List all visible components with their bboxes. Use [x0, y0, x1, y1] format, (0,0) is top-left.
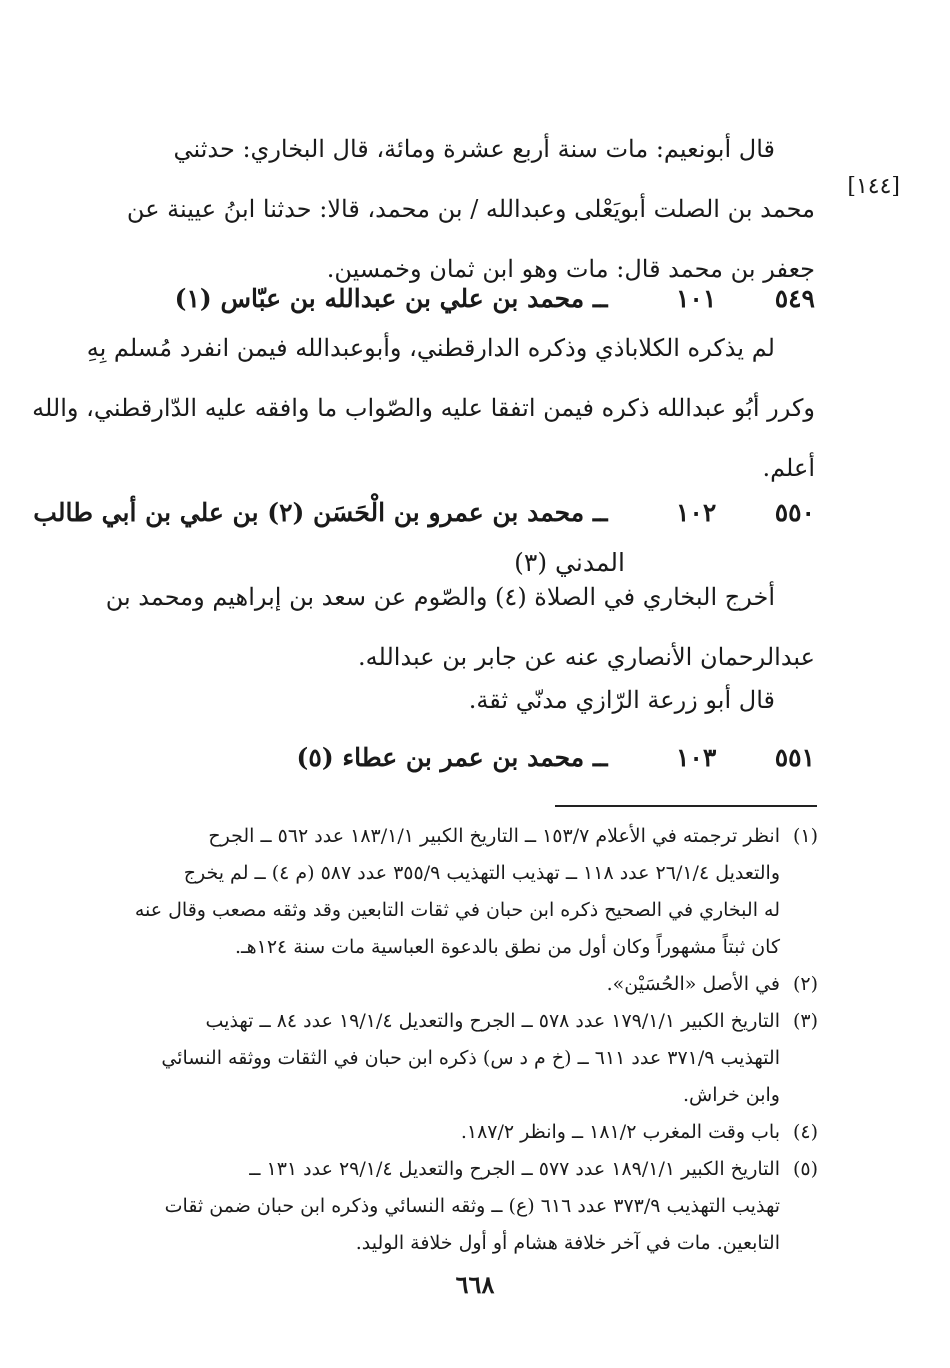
entry-number: ١٠٣	[675, 743, 717, 772]
footnote-marker: (٤)	[792, 1121, 818, 1143]
page-number: ٦٦٨	[455, 1270, 495, 1299]
footnote-text: له البخاري في الصحيح ذكره ابن حبان في ثقات التابعين وقد وثقه مصعب وقال عنه	[134, 899, 780, 921]
footnote-marker: (٥)	[792, 1158, 818, 1180]
entry-serial: ٥٤٩	[774, 284, 815, 313]
footnote-divider	[555, 805, 817, 807]
footnote	[103, 818, 818, 966]
text-line: قال أبونعيم: مات سنة أربع عشرة ومائة، قال البخاري: حدثني	[173, 135, 775, 163]
entry-serial: ٥٥٠	[774, 498, 815, 527]
entry-heading	[110, 284, 815, 313]
text-line: لم يذكره الكلاباذي وذكره الدارقطني، وأبوعبدالله فيمن انفرد مُسلم بِهِ	[86, 334, 775, 362]
paragraph-3	[105, 567, 815, 687]
footnotes	[103, 818, 818, 1262]
footnote-text: التاريخ الكبير ١٨٩/١/١ عدد ٥٧٧ ــ الجرح والتعديل ٢٩/١/٤ عدد ١٣١ ــ	[249, 1158, 780, 1180]
footnote-marker: (٢)	[792, 973, 818, 995]
footnote-text: كان ثبتاً مشهوراً وكان أول من نطق بالدعوة العباسية مات سنة ١٢٤هـ.	[234, 936, 780, 958]
footnote-text: والتعديل ٢٦/١/٤ عدد ١١٨ ــ تهذيب التهذيب ٣٥٥/٩ عدد ٥٨٧ (م ٤) ــ لم يخرج	[183, 862, 780, 884]
text-line: قال أبو زرعة الرّازي مدنّي ثقة.	[468, 686, 775, 714]
text-line: وكرر أبُو عبدالله ذكره فيمن اتفقا عليه والصّواب ما وافقه عليه الدّارقطني، والله	[32, 394, 815, 422]
footnote	[103, 1114, 818, 1151]
footnote-text: التاريخ الكبير ١٧٩/١/١ عدد ٥٧٨ ــ الجرح والتعديل ١٩/١/٤ عدد ٨٤ ــ تهذيب	[205, 1010, 780, 1032]
entry-serial: ٥٥١	[774, 743, 815, 772]
footnote-text: التابعين. مات في آخر خلافة هشام أو أول خلافة الوليد.	[355, 1232, 780, 1254]
entry-title-continuation: المدني (٣)	[514, 548, 625, 577]
text-line: أعلم.	[762, 454, 815, 482]
margin-note: [١٤٤]	[847, 174, 900, 199]
paragraph-2	[32, 318, 815, 498]
footnote	[103, 1151, 818, 1262]
entry-title: ــ محمد بن عمرو بن الْحَسَن (٢) بن علي بن أبي طالب	[33, 498, 608, 527]
text-line: عبدالرحمان الأنصاري عنه عن جابر بن عبدالله.	[358, 643, 815, 671]
footnote-marker: (٣)	[792, 1010, 818, 1032]
footnote-marker: (١)	[792, 825, 818, 847]
footnote-text: وابن خراش.	[683, 1084, 780, 1106]
footnote-text: التهذيب ٣٧١/٩ عدد ٦١١ ــ (خ م د س) ذكره ابن حبان في الثقات ووثقه النسائي	[161, 1047, 780, 1069]
paragraph-1	[110, 119, 815, 299]
entry-title: ــ محمد بن علي بن عبدالله بن عبّاس (١)	[174, 284, 608, 313]
entry-number: ١٠١	[675, 284, 717, 313]
entry-title: ــ محمد بن عمر بن عطاء (٥)	[296, 743, 608, 772]
text-line: جعفر بن محمد قال: مات وهو ابن ثمان وخمسين.	[326, 255, 815, 283]
entry-number: ١٠٢	[675, 498, 717, 527]
text-line: أخرج البخاري في الصلاة (٤) والصّوم عن سعد بن إبراهيم ومحمد بن	[105, 583, 775, 611]
text-line: محمد بن الصلت أبويَعْلى وعبدالله / بن محمد، قالا: حدثنا ابنُ عيينة عن	[126, 195, 815, 223]
entry-heading	[110, 743, 815, 772]
footnote	[103, 966, 818, 1003]
footnote-text: في الأصل «الحُسَيْن».	[606, 973, 780, 995]
footnote-text: انظر ترجمته في الأعلام ١٥٣/٧ ــ التاريخ الكبير ١٨٣/١/١ عدد ٥٦٢ ــ الجرح	[208, 825, 780, 847]
footnote-text: تهذيب التهذيب ٣٧٣/٩ عدد ٦١٦ (ع) ــ وثقه النسائي وذكره ابن حبان ضمن ثقات	[164, 1195, 780, 1217]
footnote	[103, 1003, 818, 1114]
paragraph-4	[110, 670, 815, 730]
footnote-text: باب وقت المغرب ١٨١/٢ ــ وانظر ١٨٧/٢.	[460, 1121, 780, 1143]
